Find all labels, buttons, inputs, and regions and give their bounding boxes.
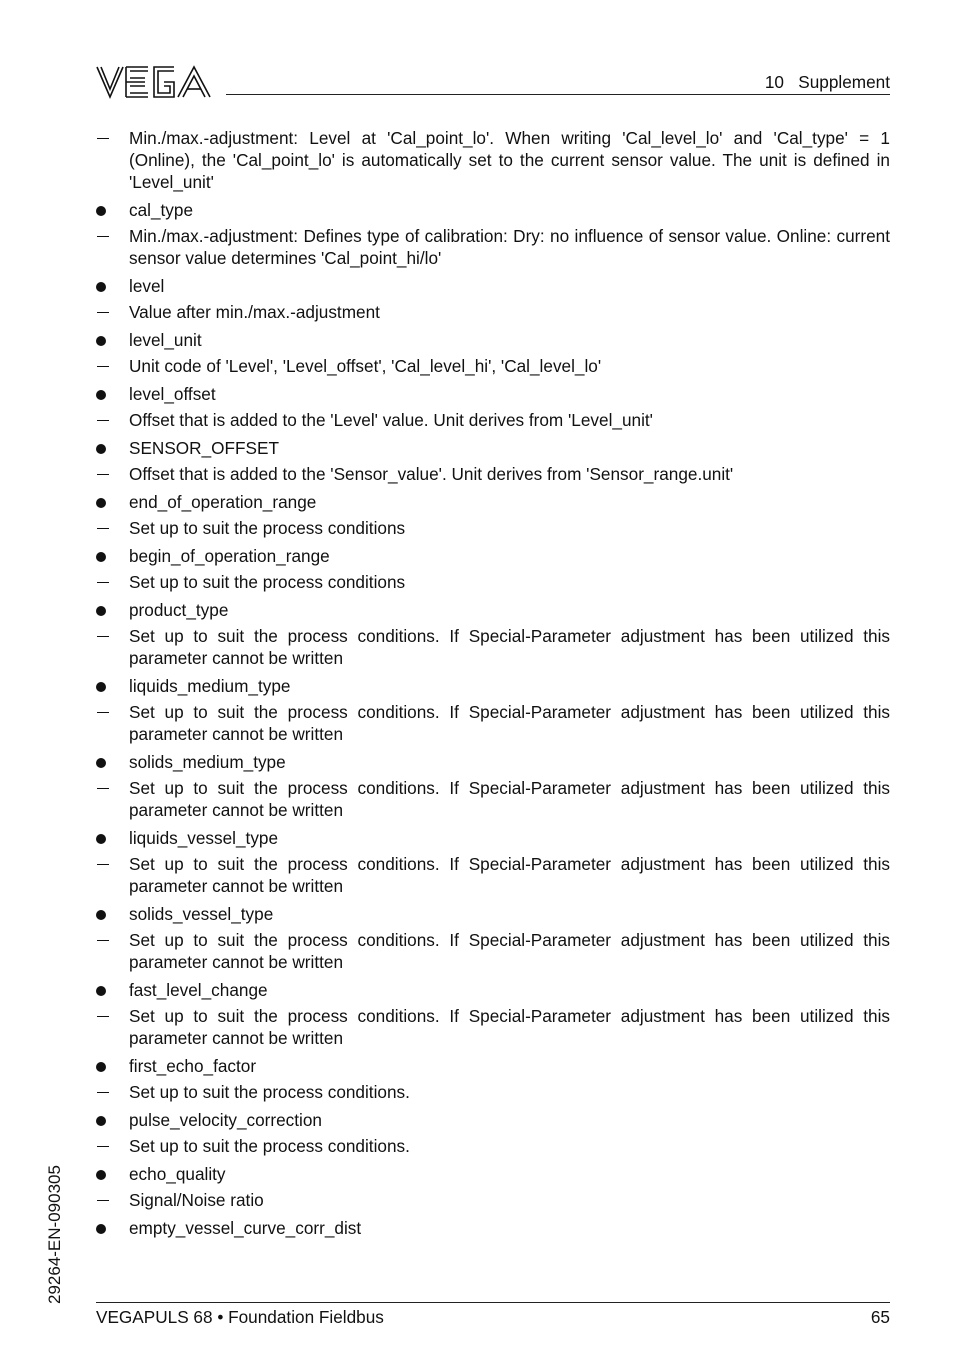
bullet-icon	[96, 834, 106, 844]
parameter-description	[96, 1005, 890, 1049]
dash-icon	[97, 420, 109, 421]
bullet-icon	[96, 986, 106, 996]
document-code: 29264-EN-090305	[45, 1165, 64, 1304]
description-text: Min./max.-adjustment: Defines type of calibration: Dry: no influence of sensor value. Online: current sensor value determines 'Cal_point_hi/lo'	[129, 226, 890, 268]
bullet-icon	[96, 1224, 106, 1234]
page-number: 65	[870, 1307, 890, 1327]
parameter-description	[96, 571, 890, 593]
dash-icon	[97, 236, 109, 237]
bullet-icon	[96, 206, 106, 216]
parameter-description	[96, 127, 890, 193]
description-text: Signal/Noise ratio	[129, 1190, 264, 1210]
dash-icon	[97, 788, 109, 789]
bullet-icon	[96, 682, 106, 692]
bullet-icon	[96, 606, 106, 616]
dash-icon	[97, 366, 109, 367]
dash-icon	[97, 636, 109, 637]
section-title: 10 Supplement	[764, 72, 890, 92]
bullet-icon	[96, 498, 106, 508]
parameter-item	[96, 1217, 890, 1239]
dash-icon	[97, 1016, 109, 1017]
description-text: Set up to suit the process conditions. If Special-Parameter adjustment has been utilized this parameter cannot be written	[129, 1006, 890, 1048]
parameter-item	[96, 1055, 890, 1077]
dash-icon	[97, 1146, 109, 1147]
description-text: Unit code of 'Level', 'Level_offset', 'Cal_level_hi', 'Cal_level_lo'	[129, 356, 602, 376]
parameter-item	[96, 1163, 890, 1185]
dash-icon	[97, 864, 109, 865]
parameter-item	[96, 491, 890, 513]
description-text: Set up to suit the process conditions	[129, 518, 406, 538]
parameter-name: echo_quality	[129, 1164, 226, 1184]
bullet-icon	[96, 336, 106, 346]
description-text: Set up to suit the process conditions. If Special-Parameter adjustment has been utilized this parameter cannot be written	[129, 930, 890, 972]
dash-icon	[97, 474, 109, 475]
bullet-icon	[96, 910, 106, 920]
parameter-item	[96, 383, 890, 405]
bullet-icon	[96, 1116, 106, 1126]
parameter-item	[96, 979, 890, 1001]
parameter-name: liquids_medium_type	[129, 676, 291, 696]
parameter-list	[96, 127, 890, 1239]
parameter-name: level_offset	[129, 384, 216, 404]
parameter-description	[96, 301, 890, 323]
parameter-item	[96, 437, 890, 459]
footer-title: VEGAPULS 68 • Foundation Fieldbus	[96, 1307, 384, 1327]
parameter-item	[96, 275, 890, 297]
bullet-icon	[96, 1170, 106, 1180]
description-text: Offset that is added to the 'Sensor_value'. Unit derives from 'Sensor_range.unit'	[129, 464, 734, 484]
vega-logo	[96, 65, 214, 99]
parameter-description	[96, 853, 890, 897]
parameter-name: solids_medium_type	[129, 752, 286, 772]
parameter-description	[96, 517, 890, 539]
parameter-name: pulse_velocity_correction	[129, 1110, 322, 1130]
parameter-name: level_unit	[129, 330, 202, 350]
dash-icon	[97, 528, 109, 529]
parameter-name: level	[129, 276, 165, 296]
parameter-name: begin_of_operation_range	[129, 546, 330, 566]
parameter-name: product_type	[129, 600, 229, 620]
dash-icon	[97, 582, 109, 583]
dash-icon	[97, 1200, 109, 1201]
dash-icon	[97, 1092, 109, 1093]
dash-icon	[97, 940, 109, 941]
description-text: Min./max.-adjustment: Level at 'Cal_point_lo'. When writing 'Cal_level_lo' and 'Cal_type' = 1 (Online), the 'Cal_point_lo' is automatically set to the current sensor value. The unit is defined in 'Level_unit'	[129, 128, 890, 192]
parameter-item	[96, 1109, 890, 1131]
parameter-description	[96, 701, 890, 745]
parameter-item	[96, 751, 890, 773]
parameter-description	[96, 929, 890, 973]
parameter-item	[96, 545, 890, 567]
parameter-item	[96, 599, 890, 621]
description-text: Set up to suit the process conditions. If Special-Parameter adjustment has been utilized this parameter cannot be written	[129, 778, 890, 820]
parameter-name: solids_vessel_type	[129, 904, 274, 924]
parameter-description	[96, 409, 890, 431]
parameter-item	[96, 329, 890, 351]
bullet-icon	[96, 390, 106, 400]
description-text: Set up to suit the process conditions.	[129, 1136, 410, 1156]
bullet-icon	[96, 282, 106, 292]
bullet-icon	[96, 758, 106, 768]
header-rule	[226, 94, 890, 95]
description-text: Offset that is added to the 'Level' value. Unit derives from 'Level_unit'	[129, 410, 653, 430]
parameter-name: first_echo_factor	[129, 1056, 257, 1076]
dash-icon	[97, 712, 109, 713]
parameter-description	[96, 1081, 890, 1103]
description-text: Set up to suit the process conditions. If Special-Parameter adjustment has been utilized this parameter cannot be written	[129, 626, 890, 668]
bullet-icon	[96, 444, 106, 454]
parameter-item	[96, 903, 890, 925]
footer-rule	[96, 1302, 890, 1303]
parameter-name: empty_vessel_curve_corr_dist	[129, 1218, 362, 1238]
parameter-name: SENSOR_OFFSET	[129, 438, 279, 458]
parameter-description	[96, 625, 890, 669]
description-text: Set up to suit the process conditions. If Special-Parameter adjustment has been utilized this parameter cannot be written	[129, 854, 890, 896]
description-text: Set up to suit the process conditions.	[129, 1082, 410, 1102]
parameter-name: fast_level_change	[129, 980, 268, 1000]
dash-icon	[97, 312, 109, 313]
parameter-name: cal_type	[129, 200, 194, 220]
parameter-description	[96, 355, 890, 377]
parameter-name: liquids_vessel_type	[129, 828, 279, 848]
parameter-description	[96, 777, 890, 821]
dash-icon	[97, 138, 109, 139]
description-text: Value after min./max.-adjustment	[129, 302, 380, 322]
parameter-description	[96, 1135, 890, 1157]
parameter-description	[96, 225, 890, 269]
parameter-item	[96, 675, 890, 697]
parameter-description	[96, 1189, 890, 1211]
description-text: Set up to suit the process conditions. If Special-Parameter adjustment has been utilized this parameter cannot be written	[129, 702, 890, 744]
parameter-name: end_of_operation_range	[129, 492, 317, 512]
parameter-item	[96, 199, 890, 221]
bullet-icon	[96, 552, 106, 562]
bullet-icon	[96, 1062, 106, 1072]
parameter-description	[96, 463, 890, 485]
description-text: Set up to suit the process conditions	[129, 572, 406, 592]
parameter-item	[96, 827, 890, 849]
